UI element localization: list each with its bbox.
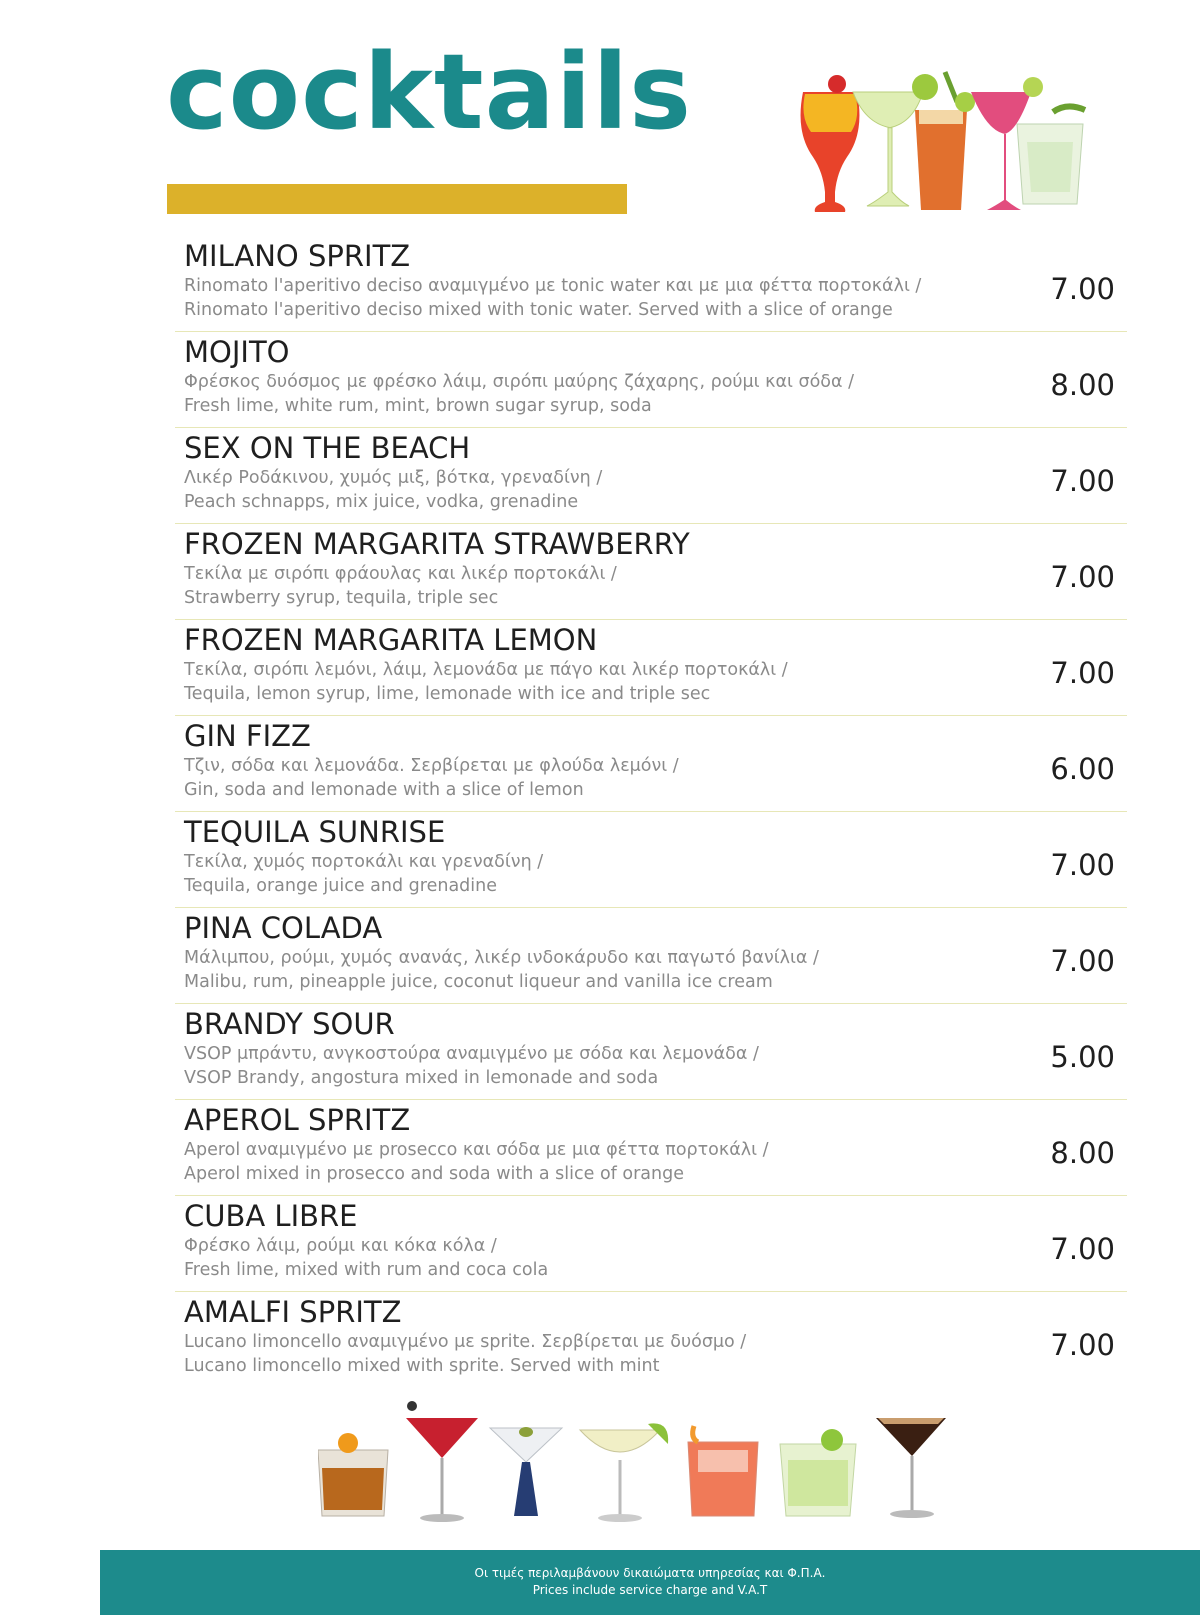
footer-note-english: Prices include service charge and V.A.T [532,1583,768,1597]
item-desc-english: Malibu, rum, pineapple juice, coconut liqueur and vanilla ice cream [184,972,773,992]
item-description [184,1330,746,1378]
item-description [184,658,788,706]
item-price: 7.00 [1050,1328,1115,1362]
item-price: 7.00 [1050,656,1115,690]
item-name: GIN FIZZ [184,719,311,753]
item-price: 7.00 [1050,944,1115,978]
item-desc-english: Fresh lime, white rum, mint, brown sugar syrup, soda [184,396,652,416]
item-desc-greek: Τεκίλα με σιρόπι φράουλας και λικέρ πορτοκάλι / [184,564,617,584]
menu-item [175,1100,1127,1196]
item-desc-greek: Τζιν, σόδα και λεμονάδα. Σερβίρεται με φλούδα λεμόνι / [184,756,679,776]
item-desc-greek: Aperol αναμιγμένο με prosecco και σόδα με μια φέττα πορτοκάλι / [184,1140,769,1160]
item-desc-greek: Μάλιμπου, ρούμι, χυμός ανανάς, λικέρ ινδοκάρυδο και παγωτό βανίλια / [184,948,819,968]
item-desc-english: Gin, soda and lemonade with a slice of lemon [184,780,584,800]
item-desc-english: Tequila, lemon syrup, lime, lemonade with ice and triple sec [184,684,711,704]
item-desc-english: Aperol mixed in prosecco and soda with a slice of orange [184,1164,684,1184]
menu-item [175,428,1127,524]
item-description [184,946,819,994]
menu-item [175,908,1127,1004]
item-desc-greek: Φρέσκος δυόσμος με φρέσκο λάιμ, σιρόπι μαύρης ζάχαρης, ρούμι και σόδα / [184,372,854,392]
item-desc-english: Rinomato l'aperitivo deciso mixed with tonic water. Served with a slice of orange [184,300,893,320]
item-desc-greek: Τεκίλα, σιρόπι λεμόνι, λάιμ, λεμονάδα με πάγο και λικέρ πορτοκάλι / [184,660,788,680]
item-name: FROZEN MARGARITA LEMON [184,623,598,657]
item-name: TEQUILA SUNRISE [184,815,446,849]
item-desc-greek: Rinomato l'aperitivo deciso αναμιγμένο με tonic water και με μια φέττα πορτοκάλι / [184,276,922,296]
menu-item [175,524,1127,620]
item-desc-english: Fresh lime, mixed with rum and coca cola [184,1260,549,1280]
item-name: PINA COLADA [184,911,383,945]
item-price: 6.00 [1050,752,1115,786]
item-name: APEROL SPRITZ [184,1103,411,1137]
menu-item [175,620,1127,716]
item-price: 5.00 [1050,1040,1115,1074]
item-description [184,1234,548,1282]
footer-bar [100,1550,1200,1615]
item-desc-greek: Lucano limoncello αναμιγμένο με sprite. Σερβίρεται με δυόσμο / [184,1332,747,1352]
item-description [184,370,854,418]
title-underline-bar [167,184,627,214]
item-description [184,274,921,322]
item-desc-greek: Φρέσκο λάιμ, ρούμι και κόκα κόλα / [184,1236,497,1256]
menu-title: cocktails [166,31,693,153]
menu-item [175,1004,1127,1100]
item-desc-english: Lucano limoncello mixed with sprite. Served with mint [184,1356,660,1376]
item-description [184,562,617,610]
item-description [184,466,602,514]
item-name: BRANDY SOUR [184,1007,395,1041]
item-desc-english: Strawberry syrup, tequila, triple sec [184,588,499,608]
item-name: MOJITO [184,335,290,369]
item-price: 7.00 [1050,848,1115,882]
menu-item [175,1292,1127,1388]
item-name: AMALFI SPRITZ [184,1295,402,1329]
item-description [184,1138,768,1186]
cocktail-glasses-top-illustration [795,62,1115,232]
item-price: 7.00 [1050,464,1115,498]
item-description [184,850,543,898]
item-price: 7.00 [1050,272,1115,306]
item-price: 8.00 [1050,368,1115,402]
item-name: SEX ON THE BEACH [184,431,471,465]
item-price: 7.00 [1050,1232,1115,1266]
item-description [184,754,679,802]
item-price: 7.00 [1050,560,1115,594]
item-price: 8.00 [1050,1136,1115,1170]
item-name: CUBA LIBRE [184,1199,358,1233]
item-name: FROZEN MARGARITA STRAWBERRY [184,527,690,561]
item-name: MILANO SPRITZ [184,239,411,273]
item-desc-english: Tequila, orange juice and grenadine [184,876,497,896]
item-desc-greek: VSOP μπράντυ, ανγκοστούρα αναμιγμένο με σόδα και λεμονάδα / [184,1044,759,1064]
menu-item [175,236,1127,332]
cocktail-glasses-bottom-illustration [318,1398,974,1548]
menu-item [175,812,1127,908]
item-description [184,1042,759,1090]
item-desc-english: VSOP Brandy, angostura mixed in lemonade and soda [184,1068,659,1088]
menu-item [175,716,1127,812]
footer-note-greek: Οι τιμές περιλαμβάνουν δικαιώματα υπηρεσίας και Φ.Π.Α. [474,1566,826,1580]
menu-item [175,332,1127,428]
item-desc-greek: Λικέρ Ροδάκινου, χυμός μιξ, βότκα, γρεναδίνη / [184,468,603,488]
item-desc-greek: Τεκίλα, χυμός πορτοκάλι και γρεναδίνη / [184,852,544,872]
item-desc-english: Peach schnapps, mix juice, vodka, grenadine [184,492,579,512]
cocktail-menu-list [175,236,1127,1388]
menu-item [175,1196,1127,1292]
